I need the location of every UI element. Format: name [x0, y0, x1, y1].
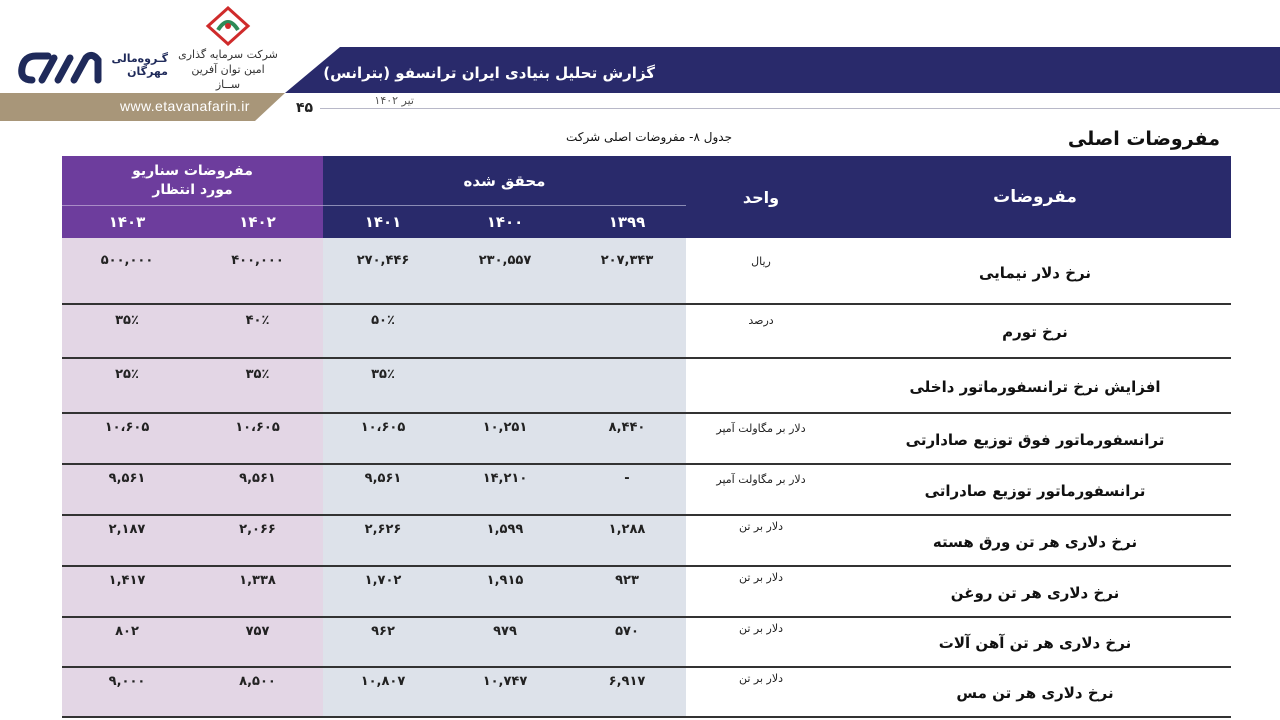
cell-1403: ۲,۱۸۷: [108, 522, 146, 537]
row-label: نرخ دلار نیمایی: [979, 263, 1091, 282]
cell-1399: [567, 310, 687, 330]
report-date: تیر ۱۴۰۲: [374, 94, 414, 107]
cell-1402: ۳۵٪: [245, 367, 270, 382]
page-number: ۴۵: [296, 100, 314, 116]
cell-1403: ۹,۰۰۰: [108, 673, 146, 689]
row-label: نرخ دلاری هر تن مس: [956, 684, 1114, 702]
row-divider: [62, 716, 1231, 718]
row-unit: دلار بر تن: [738, 622, 784, 635]
cell-1400: ۱۴,۲۱۰: [482, 471, 528, 486]
company-name-line2: امین توان آفرین ســاز: [191, 63, 265, 91]
year-1401: ۱۴۰۱: [364, 212, 402, 231]
cell-1399: ۸,۴۴۰: [608, 420, 646, 435]
cell-1401: ۳۵٪: [371, 367, 395, 382]
cell-1400: ۲۳۰,۵۵۷: [478, 253, 532, 268]
row-unit: دلار بر مگاولت آمپر: [716, 472, 806, 486]
group-header-actual: محقق شده: [463, 171, 546, 190]
cell-1400: ۱,۵۹۹: [486, 522, 524, 537]
cell-1402: ۷۵۷: [245, 623, 270, 639]
company-name-line1: شرکت سرمایه گذاری: [178, 48, 278, 61]
cell-1402: ۱,۳۳۸: [239, 573, 276, 588]
cell-1402: ۱۰،۶۰۵: [235, 420, 280, 435]
cell-1401: ۲۷۰,۴۴۶: [356, 253, 410, 268]
website-link[interactable]: www.etavanafarin.ir: [120, 98, 250, 114]
row-divider: [62, 303, 1231, 305]
cell-1402: ۲,۰۶۶: [239, 522, 276, 537]
cell-1401: ۲,۶۲۶: [364, 522, 402, 537]
col-header-assumptions: مفروضات: [993, 187, 1077, 207]
cell-1402: ۴۰٪: [245, 312, 270, 328]
amin-tavan-logo-icon: [204, 6, 252, 46]
cell-1401: ۹,۵۶۱: [364, 471, 402, 486]
col-header-unit: واحد: [742, 187, 780, 207]
cell-1400: [445, 310, 565, 330]
cell-1403: ۸۰۲: [115, 623, 139, 639]
row-unit: دلار بر مگاولت آمپر: [716, 421, 806, 435]
row-unit: دلار بر تن: [738, 571, 784, 584]
row-label: نرخ تورم: [1002, 323, 1068, 341]
cell-1400: ۱,۹۱۵: [486, 573, 524, 588]
cell-1403: ۵۰۰,۰۰۰: [100, 253, 154, 268]
cell-1400: ۱۰,۲۵۱: [482, 420, 528, 435]
group-logo-text: گـروه‌مالی مهرگان: [111, 52, 168, 78]
cell-1399: ۱,۲۸۸: [608, 522, 646, 537]
row-label: نرخ دلاری هر تن ورق هسته: [932, 532, 1138, 551]
cell-1403: ۲۵٪: [115, 367, 139, 382]
row-label: افزایش نرخ ترانسفورماتور داخلی: [909, 377, 1161, 396]
report-title: گزارش تحلیل بنیادی ایران ترانسفو (بترانس): [323, 64, 655, 82]
cell-1403: ۳۵٪: [115, 312, 139, 328]
row-label: نرخ دلاری هر تن آهن آلات: [938, 634, 1132, 652]
cell-1400: ۱۰,۷۴۷: [482, 673, 528, 689]
cell-1401: ۱۰,۸۰۷: [360, 673, 406, 689]
row-unit: ریال: [751, 254, 771, 268]
cell-1401: ۹۶۲: [371, 623, 395, 639]
row-divider: [62, 463, 1231, 465]
cell-1400: ۹۷۹: [493, 623, 517, 639]
scenario-header-line1: مفروضات سناریو: [132, 162, 253, 179]
row-divider: [62, 616, 1231, 618]
cell-1400: [445, 365, 565, 385]
cell-1402: ۴۰۰,۰۰۰: [231, 253, 284, 268]
section-title: مفروضات اصلی: [1067, 128, 1220, 150]
cell-1399: -: [624, 471, 630, 486]
cell-1402: ۸,۵۰۰: [239, 673, 276, 689]
cell-1399: ۵۷۰: [615, 623, 639, 639]
scenario-header-line2: مورد انتظار: [152, 181, 233, 198]
cell-1402: ۹,۵۶۱: [239, 471, 276, 486]
cell-1399: ۶,۹۱۷: [608, 673, 646, 689]
year-1400: ۱۴۰۰: [486, 212, 524, 231]
row-label: نرخ دلاری هر تن روغن: [950, 583, 1120, 602]
year-1402: ۱۴۰۲: [239, 212, 276, 231]
cell-1399: ۹۲۳: [615, 573, 639, 588]
cell-1399: ۲۰۷,۳۴۳: [600, 253, 654, 268]
row-unit: درصد: [748, 314, 774, 327]
row-divider: [62, 357, 1231, 359]
header-divider: [320, 108, 1280, 109]
row-divider: [62, 565, 1231, 567]
cell-1403: ۹,۵۶۱: [108, 471, 146, 486]
row-divider: [62, 666, 1231, 668]
cell-1401: ۵۰٪: [371, 312, 395, 328]
row-divider: [62, 412, 1231, 414]
cell-1403: ۱,۴۱۷: [108, 573, 146, 588]
company-name: [178, 47, 278, 92]
table-caption: جدول ۸- مفروضات اصلی شرکت: [566, 130, 732, 144]
cell-1399: [567, 365, 687, 385]
year-1403: ۱۴۰۳: [108, 212, 146, 231]
row-label: ترانسفورماتور توزیع صادراتی: [924, 481, 1146, 500]
row-unit: دلار بر تن: [738, 672, 784, 685]
cell-1401: ۱,۷۰۲: [364, 573, 402, 588]
year-1399: ۱۳۹۹: [608, 212, 646, 231]
row-unit: دلار بر تن: [738, 520, 784, 533]
row-label: ترانسفورماتور فوق توزیع صادارتی: [905, 430, 1165, 449]
cell-1403: ۱۰،۶۰۵: [104, 420, 150, 435]
row-divider: [62, 514, 1231, 516]
group-header-scenario: [62, 156, 323, 205]
cell-1401: ۱۰،۶۰۵: [360, 420, 406, 435]
